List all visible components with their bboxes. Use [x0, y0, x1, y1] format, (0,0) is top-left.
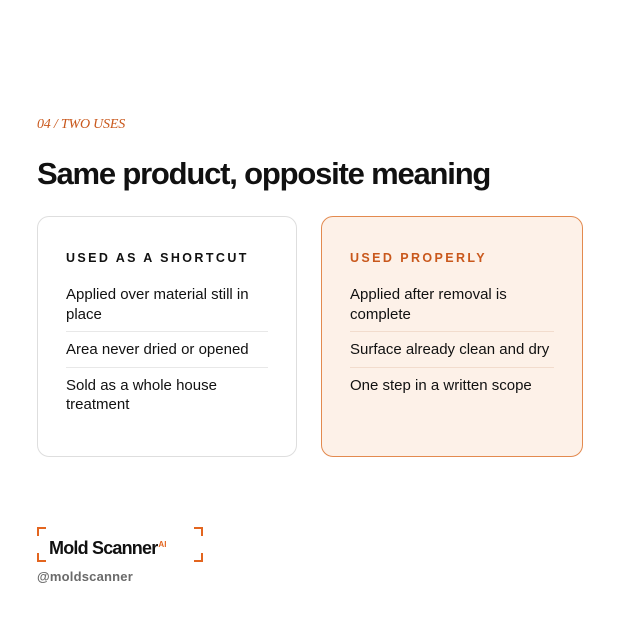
list-item: Applied after removal is complete	[350, 277, 554, 332]
list-item: Sold as a whole house treatment	[66, 376, 217, 413]
logo-bracket-bottom-left	[37, 553, 46, 562]
list-item: Surface already clean and dry	[350, 332, 554, 368]
logo-bracket-bottom-right	[194, 553, 203, 562]
logo-bracket-top-left	[37, 527, 46, 536]
shortcut-card	[37, 216, 297, 457]
list-item: One step in a written scope	[350, 376, 532, 394]
proper-use-card	[321, 216, 583, 457]
logo-ai-badge: AI	[158, 540, 167, 549]
shortcut-card-title: USED AS A SHORTCUT	[66, 251, 249, 265]
list-item: Applied over material still in place	[66, 277, 268, 332]
logo-name: Mold Scanner	[49, 538, 158, 558]
page-title: Same product, opposite meaning	[37, 156, 491, 191]
social-handle: @moldscanner	[37, 569, 133, 584]
section-eyebrow: 04 / TWO USES	[37, 117, 126, 132]
logo-bracket-top-right	[194, 527, 203, 536]
list-item: Area never dried or opened	[66, 332, 268, 368]
brand-logo	[37, 527, 203, 562]
logo-wordmark	[49, 534, 166, 559]
proper-use-card-title: USED PROPERLY	[350, 251, 488, 265]
